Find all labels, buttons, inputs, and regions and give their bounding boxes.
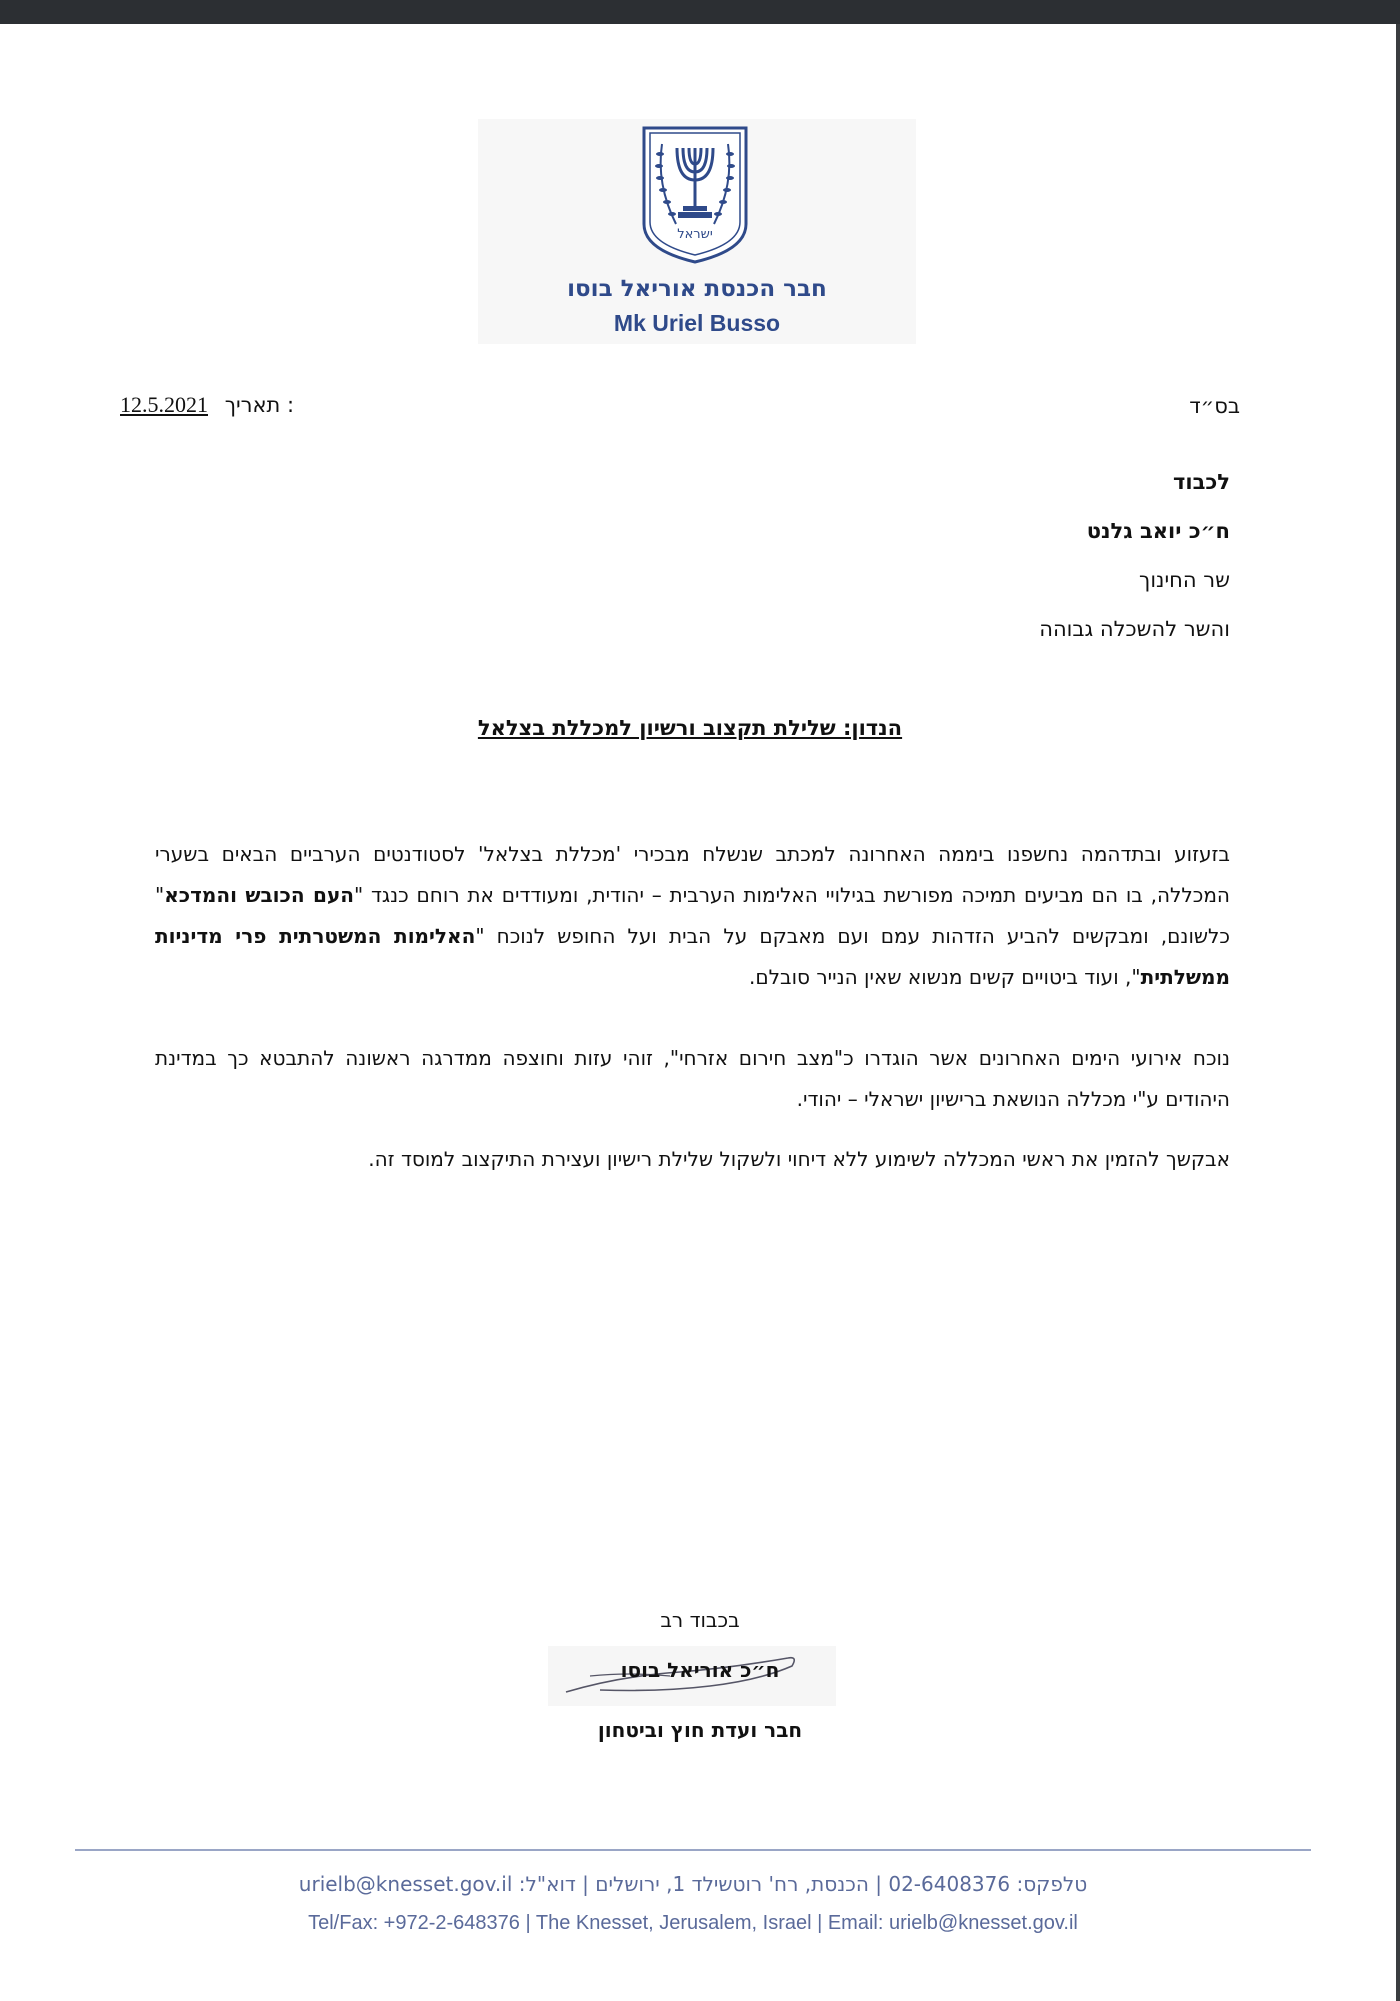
viewer-top-bar bbox=[0, 0, 1400, 24]
emblem-text: ישראל bbox=[677, 227, 713, 242]
date-label: תאריך : bbox=[224, 393, 295, 417]
recipient-name: ח״כ יואב גלנט bbox=[1086, 519, 1230, 543]
mk-name-hebrew: חבר הכנסת אוריאל בוסו bbox=[567, 276, 827, 302]
bsd-mark: בס״ד bbox=[1189, 394, 1240, 418]
state-emblem-menorah-icon bbox=[638, 124, 752, 266]
recipient-title-2: והשר להשכלה גבוהה bbox=[1039, 617, 1230, 641]
body-p1-part1: בזעזוע ובתדהמה נחשפנו ביממה האחרונה למכתב שנשלח מבכירי 'מכללת בצלאל' לסטודנטים הערביים הבאים בשערי המכללה, בו הם מביעים תמיכה מפורשת בגילויי האלימות הערבית – יהודית, ומעודדים את רוחם כנגד " bbox=[155, 842, 1231, 907]
body-paragraph-1 bbox=[155, 834, 1230, 998]
footer-divider bbox=[75, 1849, 1311, 1851]
mk-name-english: Mk Uriel Busso bbox=[613, 310, 781, 336]
document-page bbox=[0, 24, 1396, 2001]
footer-contact-english: Tel/Fax: +972-2-648376 | The Knesset, Jerusalem, Israel | Email: urielb@knesset.gov.il bbox=[308, 1912, 1078, 1934]
date-line bbox=[120, 392, 460, 418]
date-value: 12.5.2021 bbox=[120, 392, 208, 417]
page-edge-shadow bbox=[1396, 24, 1400, 2001]
recipient-salutation: לכבוד bbox=[1173, 470, 1230, 494]
body-p1-part3: ", ועוד ביטויים קשים מנשוא שאין הנייר סובלם. bbox=[749, 965, 1141, 989]
signer-role: חבר ועדת חוץ וביטחון bbox=[597, 1718, 803, 1742]
body-p1-quote2: האלימות המשטרתית פרי מדיניות ממשלתית bbox=[155, 924, 1230, 989]
footer-contact-hebrew: טלפקס: 02-6408376 | הכנסת, רח' רוטשילד 1, ירושלים | דוא"ל: urielb@knesset.gov.il bbox=[298, 1872, 1088, 1896]
closing-regards: בכבוד רב bbox=[660, 1608, 740, 1632]
signer-name: ח״כ אוריאל בוסו bbox=[620, 1658, 780, 1682]
body-p1-part2: " כלשונם, ומבקשים להביע הזדהות עמם ועם מאבקם על הבית ועל החופש לנוכח " bbox=[155, 883, 1231, 948]
recipient-title: שר החינוך bbox=[1139, 568, 1230, 592]
subject-line bbox=[140, 716, 1240, 740]
body-paragraph-2: נוכח אירועי הימים האחרונים אשר הוגדרו כ"מצב חירום אזרחי", זוהי עזות וחוצפה ממדרגה ראשונה להתבטא כך במדינת היהודים ע"י מכללה הנושאת ברישיון ישראלי – יהודי. bbox=[155, 1046, 1230, 1111]
body-p1-quote1: העם הכובש והמדכא bbox=[164, 883, 355, 907]
subject-text: הנדון: שלילת תקצוב ורשיון למכללת בצלאל bbox=[477, 716, 903, 740]
body-paragraph-3: אבקשך להזמין את ראשי המכללה לשימוע ללא דיחוי ולשקול שלילת רישיון ועצירת התיקצוב למוסד זה. bbox=[368, 1147, 1230, 1171]
